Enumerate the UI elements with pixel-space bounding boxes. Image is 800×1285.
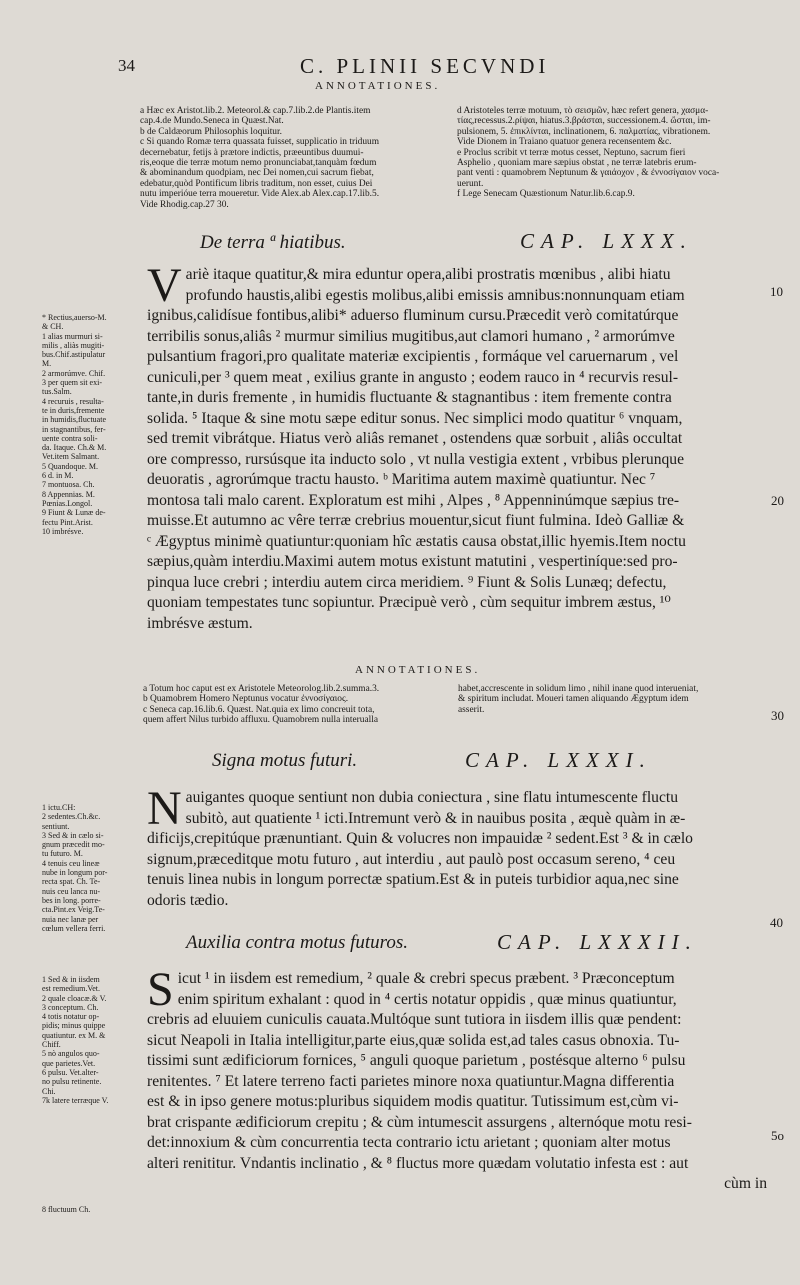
text-line: icut ¹ in iisdem est remedium, ² quale & crebri specus præbent. ³ Præconceptum <box>177 970 675 987</box>
margin-note: * Rectius,auerso-M. <box>42 313 107 322</box>
margin-note: recta spat. Ch. Te- <box>42 877 101 887</box>
margin-note: 9 Fiunt & Lunæ de- <box>42 508 106 518</box>
chapter-81-title: Signa motus futuri. <box>212 750 358 771</box>
text-line: sæpius,quàm interdiu.Maximi autem motus existunt matutini , vespertiníque:sed pro- <box>147 553 678 570</box>
margin-note: tus.Salm. <box>42 387 72 397</box>
annotation-line: cap.4.de Mundo.Seneca in Quæst.Nat. <box>140 116 284 127</box>
margin-notes-ch81 <box>42 803 144 933</box>
annotation-line: c Seneca cap.16.lib.6. Quæst. Nat.quia ex limo concreuit tota, <box>143 704 375 715</box>
text-line: alteri renititur. Vndantis inclinatio , & ⁸ fluctus more quædam volutatio infesta est : aut <box>147 1154 689 1172</box>
text-line: dificijs,crepitúque prænuntiant. Quin & volucres non impauidæ ² sedent.Est ³ & in cælo <box>147 830 693 847</box>
margin-note: da. Itaque. Ch.& M. <box>42 443 107 453</box>
text-line: sed tremit vibrátque. Hiatus verò aliâs remanet , ostendens quæ sorbuit , aliâs occultat <box>147 430 683 447</box>
chapter-82-title: Auxilia contra motus futuros. <box>186 932 409 953</box>
margin-notes-last <box>42 1205 144 1214</box>
margin-note: pidis; minus quippe <box>42 1021 106 1031</box>
text-line: tenuis linea nubis in longum porrectæ spatium.Est & in puteis turbidior aqua,nec sine <box>147 871 679 888</box>
margin-note: 1 alias murmuri si- <box>42 331 103 341</box>
margin-note: gnum præcedit mo- <box>42 840 105 850</box>
margin-note: cta.Pint.ex Veig.Te- <box>42 905 105 915</box>
text-line: quoniam tempestates tunc sopiuntur. Præcipuè verò , cùm sequitur imbrem æstus, ¹⁰ <box>147 594 671 611</box>
annotation-line: Vide Rhodig.cap.27 30. <box>140 199 229 210</box>
text-line: solida. ⁵ Itaque & sine motu sæpe editur sonus. Nec simplici modo quatitur ⁶ vnquam, <box>147 409 683 427</box>
margin-note: nuia nec lanæ per <box>42 914 99 924</box>
line-number-10: 10 <box>770 284 783 299</box>
margin-note: in humidis,fluctuate <box>42 415 106 425</box>
text-line: cuniculi,per ³ quem meat , exilius grante in angusto ; eodem rauco in ⁴ recurvis resul- <box>147 368 679 386</box>
annotations-header: ANNOTATIONES. <box>355 664 481 676</box>
text-line: tissimi sunt ædificiorum fornices, ⁵ anguli quoque parietum , postésque alterno ⁶ pulsu <box>147 1052 686 1069</box>
margin-note: 3 Sed & in cælo si- <box>42 830 104 840</box>
text-line: subitò, aut quatiente ¹ icti.Intremunt verò & in nauibus posita , æquè quàm in æ- <box>185 809 686 827</box>
text-line: terribilis sonus,aliâs ² murmur similius mugitibus,aut clamori humano , ² armorúmve <box>147 327 675 345</box>
margin-note: milis , aliàs mugiti- <box>42 340 105 350</box>
margin-note: uente contra soli- <box>42 433 98 443</box>
annotation-line: e Proclus scribit vt terræ motus cesset, Neptuno, sacrum fieri <box>457 147 686 158</box>
chapter-80-number: CAP. LXXX. <box>520 229 693 253</box>
annotation-line: uerunt. <box>457 178 484 189</box>
dropcap: V <box>147 259 182 312</box>
margin-note: 8 Appennias. M. <box>42 489 95 499</box>
text-line: deuoratis , agrorúmque tractu hausto. ᵇ Maritima autem maximè quatiuntur. Nec ⁷ <box>147 471 656 488</box>
margin-note: 3 per quem sit exi- <box>42 378 102 388</box>
margin-note: sentiunt. <box>42 821 70 831</box>
margin-note: cœlum vellera ferri. <box>42 923 106 933</box>
text-line: pinqua luce crebri ; interdiu autem circa meridiem. ⁹ Fiunt & Solis Lunæq; defectu, <box>147 573 667 591</box>
margin-note: nuis ceu lanca nu- <box>42 886 100 896</box>
text-line: ignibus,calidísue fontibus,alibi* aduerso fluminum cursu.Præcedit verò comitatúrque <box>147 307 679 324</box>
margin-note: 4 recuruis , resulta- <box>42 396 104 406</box>
annotation-line: τίας,recessus.2.ρίψαι, hiatus.3.βράσται, successionem.4. ὤσται, im- <box>457 116 711 127</box>
margin-note: tu futuro. M. <box>42 849 83 859</box>
text-line: montosa tali malo carent. Exploratum est mihi , Alpes , ⁸ Appenninúmque sæpius tre- <box>147 491 680 509</box>
margin-note: que parietes.Vet. <box>42 1058 96 1068</box>
margin-note: 7 montuosa. Ch. <box>42 480 95 490</box>
text-line: ore compresso, rursúsque ita inducto solo , vt nulla vestigia extent , vrbibus plerunque <box>147 450 685 468</box>
text-line: est & in ipso genere motus:pluribus siquidem modis quatitur. Tutissimum est,cùm vi- <box>147 1093 679 1110</box>
margin-note: Vet.item Salmant. <box>42 452 100 462</box>
mid-annotations-right <box>458 684 763 715</box>
margin-note: M. <box>42 359 52 369</box>
chapter-81-text <box>147 782 767 911</box>
margin-note: Chiff. <box>42 1040 61 1050</box>
annotation-line: quem affert Nilus turbido affluxu. Quamobrem nulla interualla <box>143 715 379 726</box>
annotation-line: & spiritum includat. Moueri tamen aliquando Ægyptum idem <box>458 694 689 705</box>
margin-note: in stagnantibus, fer- <box>42 424 106 434</box>
text-line: pulsantium fragori,pro qualitate materiæ excipientis , formáque vel caruernarum , vel <box>147 348 679 365</box>
text-line: auigantes quoque sentiunt non dubia coniectura , sine flatu intumescente fluctu <box>185 789 679 806</box>
annotation-line: a Hæc ex Aristot.lib.2. Meteorol.& cap.7.lib.2.de Plantis.item <box>140 106 371 116</box>
text-line: renitentes. ⁷ Et latere terreno facti parietes minore noxa quatiuntur.Magna differentia <box>147 1072 675 1090</box>
margin-note: quatiuntur. ex M. & <box>42 1030 106 1040</box>
page-number: 34 <box>118 56 135 75</box>
margin-note: 2 sedentes.Ch.&c. <box>42 812 101 822</box>
margin-note: Pœnias.Longol. <box>42 498 93 508</box>
annotation-line: nutu imperióue terra moueretur. Vide Alex.ab Alex.cap.17.lib.5. <box>140 189 380 200</box>
annotation-line: b Quamobrem Homero Neptunus vocatur ἐννοσίγαιος. <box>143 694 349 705</box>
margin-note: fectu Pint.Arist. <box>42 517 93 527</box>
text-line: cùm in <box>724 1175 767 1192</box>
margin-note: nube in longum por- <box>42 868 108 878</box>
running-subtitle: ANNOTATIONES. <box>315 80 441 92</box>
text-line: imbrésve æstum. <box>147 614 253 632</box>
margin-notes-ch80 <box>42 313 144 536</box>
annotation-line: f Lege Senecam Quæstionum Natur.lib.6.cap.9. <box>457 189 635 200</box>
chapter-80-title: De terra ª hiatibus. <box>200 232 346 253</box>
chapter-80-text <box>147 259 767 634</box>
margin-note: 5 Quandoque. M. <box>42 461 98 471</box>
annotation-line: & abominandum quodpiam, nec Dei nomen,cui sacrum fiebat, <box>140 168 374 179</box>
annotation-line: d Aristoteles terræ motuum, τὸ σεισμῶν, hæc refert genera, χασμα- <box>457 106 709 116</box>
margin-note: 4 totis notatur op- <box>42 1012 100 1022</box>
annotation-line: edebatur,quòd Pontificum libris traditum, non esset, cuius Dei <box>140 178 373 189</box>
chapter-81-number: CAP. LXXXI. <box>465 748 652 772</box>
margin-note: & CH. <box>42 322 64 332</box>
annotation-line: pulsionem, 5. ἐπικλίνται, inclinationem, 6. παλματίας, vibrationem. <box>457 126 711 137</box>
margin-note: no pulsu retinente. <box>42 1077 102 1087</box>
text-line: brat crispante ædificiorum crepitu ; & cùm intumescit assurgens , alternóque motu resi- <box>147 1113 692 1131</box>
running-title: C. PLINII SECVNDI <box>300 54 550 78</box>
text-line: crebris ad eluuiem cuniculis cauata.Multóque sunt tutiora in iisdem illis quæ pendent: <box>147 1011 682 1028</box>
line-number-50: 5o <box>771 1128 784 1143</box>
dropcap: S <box>147 963 174 1016</box>
margin-note: 6 d. in M. <box>42 471 74 481</box>
margin-note: 8 fluctuum Ch. <box>42 1205 91 1214</box>
line-number-30: 30 <box>771 708 784 723</box>
chapter-82-number: CAP. LXXXII. <box>497 930 698 954</box>
margin-note: 6 pulsu. Vet.alter- <box>42 1067 99 1077</box>
dropcap: N <box>147 782 182 835</box>
text-line: ariè itaque quatitur,& mira eduntur opera,alibi prostratis mœnibus , alibi hiatu <box>185 266 671 283</box>
text-line: muisse.Et autumno ac vêre terræ crebrius mouentur,sicut fiunt fulmina. Ideò Galliæ & <box>147 512 685 529</box>
annotation-line: Vide Dionem in Traiano quatuor genera recensentem &c. <box>457 137 672 148</box>
annotation-line: ris,eoque die terræ motum nemo pronunciabat,tanquàm fœdum <box>140 158 377 169</box>
margin-note: 1 Sed & in iisdem <box>42 975 100 984</box>
line-number-20: 20 <box>771 493 784 508</box>
text-line: odoris tædio. <box>147 891 229 909</box>
chapter-82-text <box>147 963 767 1195</box>
margin-note: bus.Chif.astipulatur <box>42 350 106 360</box>
text-line: tante,in duris fremente , in humidis fluctuante & stagnantibus : item fremente contra <box>147 389 672 406</box>
annotation-line: habet,accrescente in solidum limo , nihil inane quod interueniat, <box>458 684 699 694</box>
text-line: ᶜ Ægyptus minimè quatiuntur:quoniam hîc æstatis causa obstat,illic hyemis.Item noctu <box>147 532 686 550</box>
margin-note: 4 tenuis ceu lineæ <box>42 858 100 868</box>
annotation-line: pant venti : quamobrem Neptunum & γαιάοχον , & ἐννοσίγαιον voca- <box>457 168 720 179</box>
margin-note: bes in long. porre- <box>42 895 101 905</box>
margin-note: 10 imbrésve. <box>42 526 84 536</box>
mid-annotations-left <box>143 684 453 726</box>
margin-note: 2 armorúmve. Chif. <box>42 368 106 378</box>
margin-note: 3 conceptum. Ch. <box>42 1002 99 1012</box>
text-line: signum,præceditque motu futuro , aut interdiu , aut paulò post occasum sereno, ⁴ ceu <box>147 850 676 868</box>
annotation-line: decernebatur, fetijs à prætore indictis, præeuntibus duumui- <box>140 147 364 158</box>
margin-note: 1 ictu.CH: <box>42 803 76 812</box>
margin-note: est remedium.Vet. <box>42 984 100 994</box>
annotation-line: c Si quando Romæ terra quassata fuisset, supplicatio in triduum <box>140 137 380 148</box>
top-annotations-left <box>140 106 450 210</box>
annotation-line: b de Caldæorum Philosophis loquitur. <box>140 126 282 137</box>
margin-note: te in duris,fremente <box>42 405 105 415</box>
annotation-line: asserit. <box>458 704 485 715</box>
margin-note: 2 quale cloacæ.& V. <box>42 993 107 1003</box>
text-line: sicut Neapoli in Italia intelligitur,parte eius,quæ solida est,ad tales casus obnoxia. Tu- <box>147 1031 680 1049</box>
text-line: det:innoxium & cùm concurrentia tecta contrario ictu arietant ; quoniam alter motus <box>147 1134 671 1151</box>
margin-note: Chi. <box>42 1086 56 1096</box>
line-number-40: 40 <box>770 915 783 930</box>
top-annotations-right <box>457 106 769 200</box>
annotation-line: Asphelio , quoniam mare sæpius obstat , ne terræ latebris erum- <box>457 158 697 169</box>
margin-note: 5 nò angulos quo- <box>42 1049 100 1059</box>
margin-note: 7k latere terræque V. <box>42 1095 109 1105</box>
margin-notes-ch82 <box>42 975 144 1105</box>
annotation-line: a Totum hoc caput est ex Aristotele Meteorolog.lib.2.summa.3. <box>143 684 380 694</box>
text-line: enim spiritum exhalant : quod in ⁴ certis notatur oppidis , quæ minus quatiuntur, <box>177 990 677 1008</box>
text-line: profundo haustis,alibi egestis molibus,alibi emissis amnibus:nonnunquam etiam <box>185 286 685 304</box>
